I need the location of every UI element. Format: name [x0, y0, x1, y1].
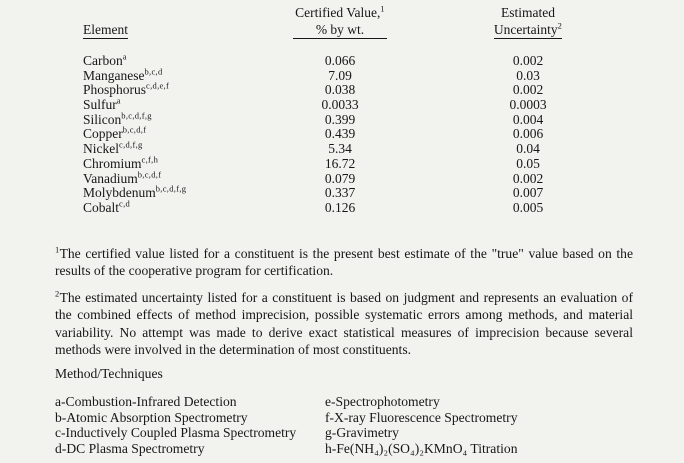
- table-header: [55, 4, 641, 38]
- methods-left-column: [55, 394, 325, 456]
- method-superscript: a: [116, 95, 121, 106]
- method-superscript: b,c,d,f,g: [121, 110, 152, 121]
- estimated-label: Estimated: [501, 5, 555, 20]
- uncertainty-value: 0.0003: [509, 97, 547, 113]
- element-name: Manganese: [83, 67, 145, 83]
- footnote-1: [55, 245, 633, 280]
- method-item-f: f-X-ray Fluorescence Spectrometry: [325, 409, 518, 425]
- footnote-2: [55, 289, 633, 358]
- footnote-2-text: The estimated uncertainty listed for a constituent is based on judgment and represents an evaluation of the combined effects of method imprecision, possible systematic errors among methods, and material variability. No attempt was made to derive exact statistical measures of imprecision because several methods were involved in the determination of most constituents.: [55, 290, 633, 357]
- methods-legend: [55, 394, 633, 456]
- footnote-ref-1: 1: [380, 3, 385, 14]
- certified-value: 7.09: [328, 67, 352, 83]
- method-item-a: a-Combustion-Infrared Detection: [55, 394, 237, 409]
- element-name: Vanadium: [83, 170, 138, 186]
- element-name: Carbon: [83, 53, 123, 68]
- method-superscript: a: [122, 51, 127, 62]
- method-superscript: c,d,f,g: [119, 139, 143, 150]
- footnote-1-marker: 1: [55, 244, 60, 255]
- method-superscript: b,c,d: [144, 66, 163, 77]
- certified-value-column-header: Certified Value,$^1$: [295, 3, 385, 20]
- certified-value: 0.066: [324, 53, 356, 68]
- table-body: [55, 51, 641, 216]
- element-name: Cobalt: [83, 199, 119, 215]
- uncertainty-value: 0.03: [516, 67, 540, 83]
- uncertainty-value: 0.007: [512, 185, 544, 201]
- method-item-g: g-Gravimetry: [325, 425, 399, 441]
- method-superscript: c,d,e,f: [146, 80, 170, 91]
- element-name: Chromium: [83, 155, 142, 171]
- method-superscript: b,c,d,f: [122, 124, 147, 135]
- method-item-b: b-Atomic Absorption Spectrometry: [55, 409, 248, 425]
- certified-value: 0.399: [324, 111, 356, 127]
- certified-value: 0.439: [324, 126, 356, 142]
- certified-value: 5.34: [328, 141, 352, 157]
- uncertainty-value: 0.002: [512, 170, 544, 186]
- uncertainty-value: 0.002: [512, 82, 544, 98]
- table-row: [55, 80, 641, 98]
- method-item-h: h-Fe(NH₄)₂(SO₄)₂KMnO₄ Titration: [325, 440, 518, 456]
- footnote-2-marker: 2: [55, 288, 60, 299]
- table-row: [55, 51, 641, 69]
- table-row: [55, 183, 641, 201]
- certified-values-table: [55, 4, 641, 216]
- footnote-ref-2: 2: [557, 20, 563, 31]
- method-superscript: b,c,d,f,g: [155, 183, 187, 194]
- uncertainty-label: Uncertainty$^2$: [493, 20, 563, 37]
- element-name: Phosphorus: [83, 82, 147, 98]
- method-item-c: c-Inductively Coupled Plasma Spectrometry: [55, 425, 297, 441]
- certified-value: 0.038: [324, 82, 356, 98]
- uncertainty-value: 0.006: [512, 126, 544, 142]
- method-superscript: b,c,d,f: [137, 169, 162, 179]
- method-item-e: e-Spectrophotometry: [325, 394, 440, 409]
- percent-by-wt-label: % by wt.: [293, 22, 387, 39]
- uncertainty-column-header-cell: [415, 4, 641, 38]
- uncertainty-value: 0.005: [512, 199, 544, 215]
- element-name: Sulfur: [83, 97, 117, 113]
- method-superscript: c,f,h: [141, 154, 159, 165]
- certified-value: 16.72: [324, 155, 356, 171]
- uncertainty-value: 0.004: [512, 111, 544, 127]
- methods-heading: Method/Techniques: [55, 366, 163, 381]
- certified-value: 0.079: [324, 170, 356, 186]
- element-name: Molybdenum: [83, 185, 156, 201]
- element-column-header: Element: [83, 22, 128, 37]
- table-row: [55, 169, 641, 187]
- methods-right-column: [325, 394, 633, 456]
- element-name: Copper: [83, 126, 123, 142]
- uncertainty-value: 0.04: [516, 141, 540, 157]
- certified-value: 0.0033: [321, 97, 359, 113]
- uncertainty-value: 0.002: [512, 53, 544, 68]
- uncertainty-value: 0.05: [516, 155, 540, 171]
- method-superscript: c,d: [119, 198, 131, 209]
- element-name: Silicon: [83, 111, 122, 127]
- method-item-d: d-DC Plasma Spectrometry: [55, 440, 205, 456]
- element-name: Nickel: [83, 141, 119, 157]
- footnote-1-text: The certified value listed for a constituent is the present best estimate of the "true" value based on the results of the cooperative program for certification.: [55, 246, 633, 279]
- certified-value: 0.337: [324, 185, 356, 201]
- element-column-header-cell: [55, 21, 265, 38]
- certified-value: 0.126: [324, 199, 356, 215]
- table-row: [55, 198, 641, 216]
- certified-value-column-header-cell: [265, 4, 415, 38]
